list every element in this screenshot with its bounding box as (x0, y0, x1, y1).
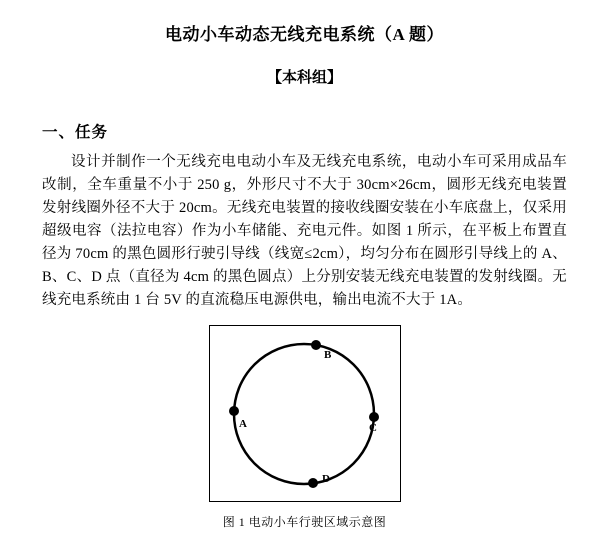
task-paragraph: 设计并制作一个无线充电电动小车及无线充电系统，电动小车可采用成品车改制，全车重量不小于 250 g，外形尺寸不大于 30cm×26cm，圆形无线充电装置发射线圈外径不大于 20cm。无线充电装置的接收线圈安装在小车底盘上，仅采用超级电容（法拉电容）作为小车储能、充电元件。如图 1 所示，在平板上布置直径为 70cm 的黑色圆形行驶引导线（线宽≤2cm），均匀分布在圆形引导线上的 A、B、C、D 点（直径为 4cm 的黑色圆点）上分别安装无线充电装置的发射线圈。无线充电系统由 1 台 5V 的直流稳压电源供电，输出电流不大于 1A。 (42, 154, 567, 308)
dot-c (369, 412, 379, 422)
label-c: C (369, 421, 377, 434)
section-heading-task: 一、任务 (42, 124, 109, 141)
guide-circle (234, 344, 374, 484)
figure-caption: 图 1 电动小车行驶区域示意图 (222, 515, 387, 529)
dot-a (229, 406, 239, 416)
driving-area-diagram (210, 327, 399, 501)
label-d: D (322, 472, 330, 485)
dot-b (311, 340, 321, 350)
figure-driving-area (42, 325, 567, 530)
figure-frame (209, 325, 401, 502)
document-title: 电动小车动态无线充电系统（A 题） (164, 25, 445, 44)
label-a: A (239, 417, 247, 430)
label-b: B (324, 348, 332, 361)
group-subtitle: 【本科组】 (266, 70, 342, 86)
dot-d (308, 478, 318, 488)
